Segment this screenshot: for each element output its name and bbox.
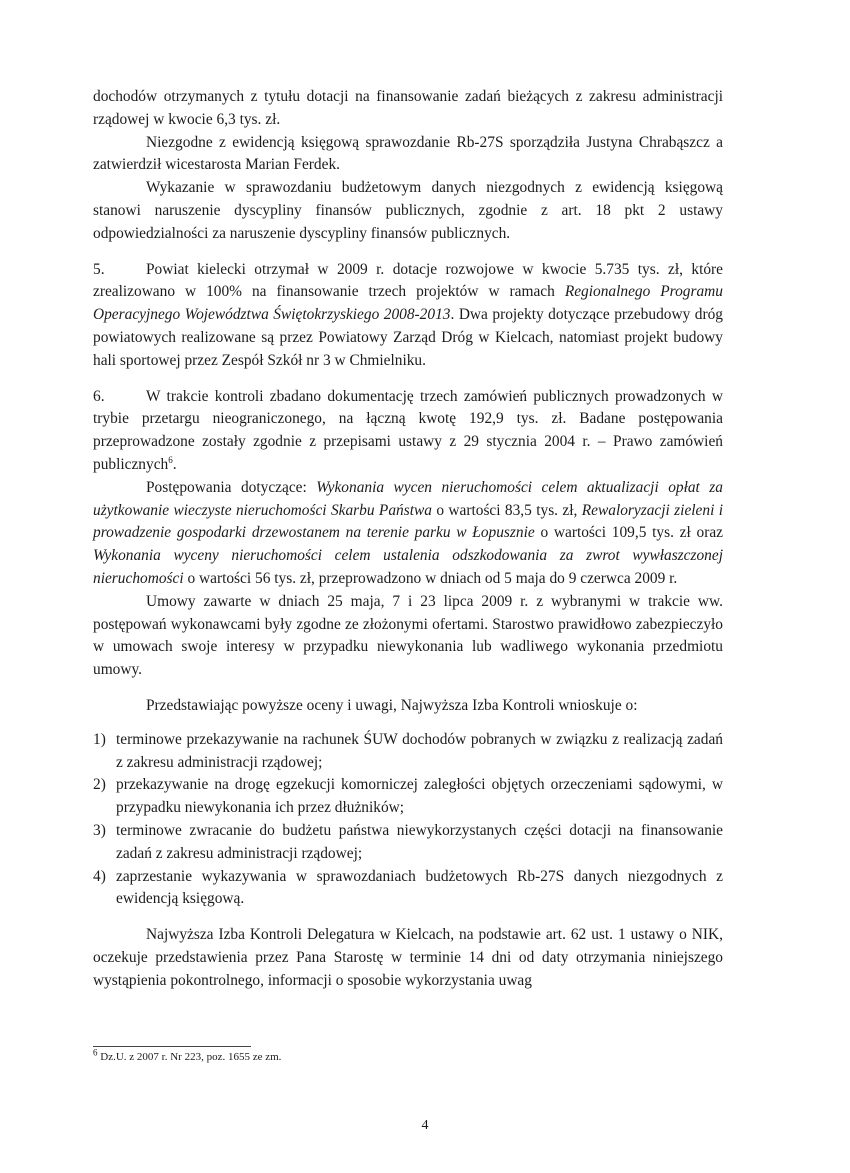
recommendations-list — [93, 729, 723, 911]
procurement-title: Wykonania wycen nieruchomości celem aktualizacji opłat za użytkowanie wieczyste nieruchomości Skarbu Państwa — [93, 478, 723, 519]
list-item: 1) terminowe przekazywanie na rachunek ŚUW dochodów pobranych w związku z realizacją zadań z zakresu administracji rządowej; — [93, 730, 723, 771]
list-item: 4) zaprzestanie wykazywania w sprawozdaniach budżetowych Rb-27S danych niezgodnych z ewidencją księgową. — [93, 867, 723, 908]
paragraph-contracts: Umowy zawarte w dniach 25 maja, 7 i 23 lipca 2009 r. z wybranymi w trakcie ww. postępowań wykonawcami były zgodne ze złożonymi ofertami. Starostwo prawidłowo zabezpieczyło w umowach swoje interesy w przypadku niewykonania lub wadliwego wykonania przedmiotu umowy. — [93, 592, 723, 679]
paragraph-recommendations-intro: Przedstawiając powyższe oceny i uwagi, Najwyższa Izba Kontroli wnioskuje o: — [146, 696, 638, 714]
section-5: 5. Powiat kielecki otrzymał w 2009 r. dotacje rozwojowe w kwocie 5.735 tys. zł, które zrealizowano w 100% na finansowanie trzech projektów w ramach Regionalnego Programu Operacyjnego Województwa Świętokrzyskiego 2008-2013. Dwa projekty dotyczące przebudowy dróg powiatowych realizowane są przez Powiatowy Zarząd Dróg w Kielcach, natomiast projekt budowy hali sportowej przez Zespół Szkół nr 3 w Chmielniku. — [93, 260, 723, 369]
paragraph-discipline-violation: Wykazanie w sprawozdaniu budżetowym danych niezgodnych z ewidencją księgową stanowi naruszenie dyscypliny finansów publicznych, zgodnie z art. 18 pkt 2 ustawy odpowiedzialności za naruszenie dyscypliny finansów publicznych. — [93, 179, 723, 242]
procurement-title: Wykonania wyceny nieruchomości celem ustalenia odszkodowania za zwrot wywłaszczonej nieruchomości — [93, 547, 723, 587]
procurement-title: Rewaloryzacji zieleni i prowadzenie gospodarki drzewostanem na terenie parku w Łopusznie — [93, 501, 724, 542]
section-6: 6. W trakcie kontroli zbadano dokumentację trzech zamówień publicznych prowadzonych w trybie przetargu nieograniczonego, na łączną kwotę 192,9 tys. zł. Badane postępowania przeprowadzone zostały zgodnie z przepisami ustawy z 29 stycznia 2004 r. – Prawo zamówień publicznych$^6$. — [93, 387, 723, 473]
paragraph-continuation: dochodów otrzymanych z tytułu dotacji na finansowanie zadań bieżących z zakresu administracji rządowej w kwocie 6,3 tys. zł. — [93, 88, 723, 128]
footnote: $^6$ Dz.U. z 2007 r. Nr 223, poz. 1655 ze zm. — [93, 1047, 282, 1063]
section-number: 6. — [93, 387, 105, 405]
paragraph-report-signatories: Niezgodne z ewidencją księgową sprawozdanie Rb-27S sporządziła Justyna Chrabąszcz a zatwierdził wicestarosta Marian Ferdek. — [93, 133, 723, 174]
footnote-mark: 6 — [93, 1047, 98, 1058]
paragraph-procurement-list: Postępowania dotyczące: Wykonania wycen nieruchomości celem aktualizacji opłat za użytkowanie wieczyste nieruchomości Skarbu Państwa o wartości 83,5 tys. zł, Rewaloryzacji zieleni i prowadzenie gospodarki drzewostanem na terenie parku w Łopusznie o wartości 109,5 tys. zł oraz Wykonania wyceny nieruchomości celem ustalenia odszkodowania za zwrot wywłaszczonej nieruchomości o wartości 56 tys. zł, przeprowadzono w dniach od 5 maja do 9 czerwca 2009 r. — [93, 478, 724, 587]
list-item: 3) terminowe zwracanie do budżetu państwa niewykorzystanych części dotacji na finansowanie zadań z zakresu administracji rządowej; — [93, 821, 723, 862]
paragraph-closing: Najwyższa Izba Kontroli Delegatura w Kielcach, na podstawie art. 62 ust. 1 ustawy o NIK, oczekuje przedstawienia przez Pana Starostę w terminie 14 dni od daty otrzymania niniejszego wystąpienia pokontrolnego, informacji o sposobie wykorzystania uwag — [93, 926, 723, 989]
section-number: 5. — [93, 260, 105, 278]
footnote-reference[interactable]: 6 — [168, 454, 173, 465]
footnote-divider — [93, 1046, 251, 1047]
page-body — [93, 86, 723, 992]
page-number: 4 — [421, 1118, 429, 1133]
list-item: 2) przekazywanie na drogę egzekucji komorniczej zaległości objętych orzeczeniami sądowymi, w przypadku niewykonania ich przez dłużników; — [93, 776, 723, 817]
program-name: Regionalnego Programu Operacyjnego Województwa Świętokrzyskiego 2008-2013 — [93, 283, 723, 324]
